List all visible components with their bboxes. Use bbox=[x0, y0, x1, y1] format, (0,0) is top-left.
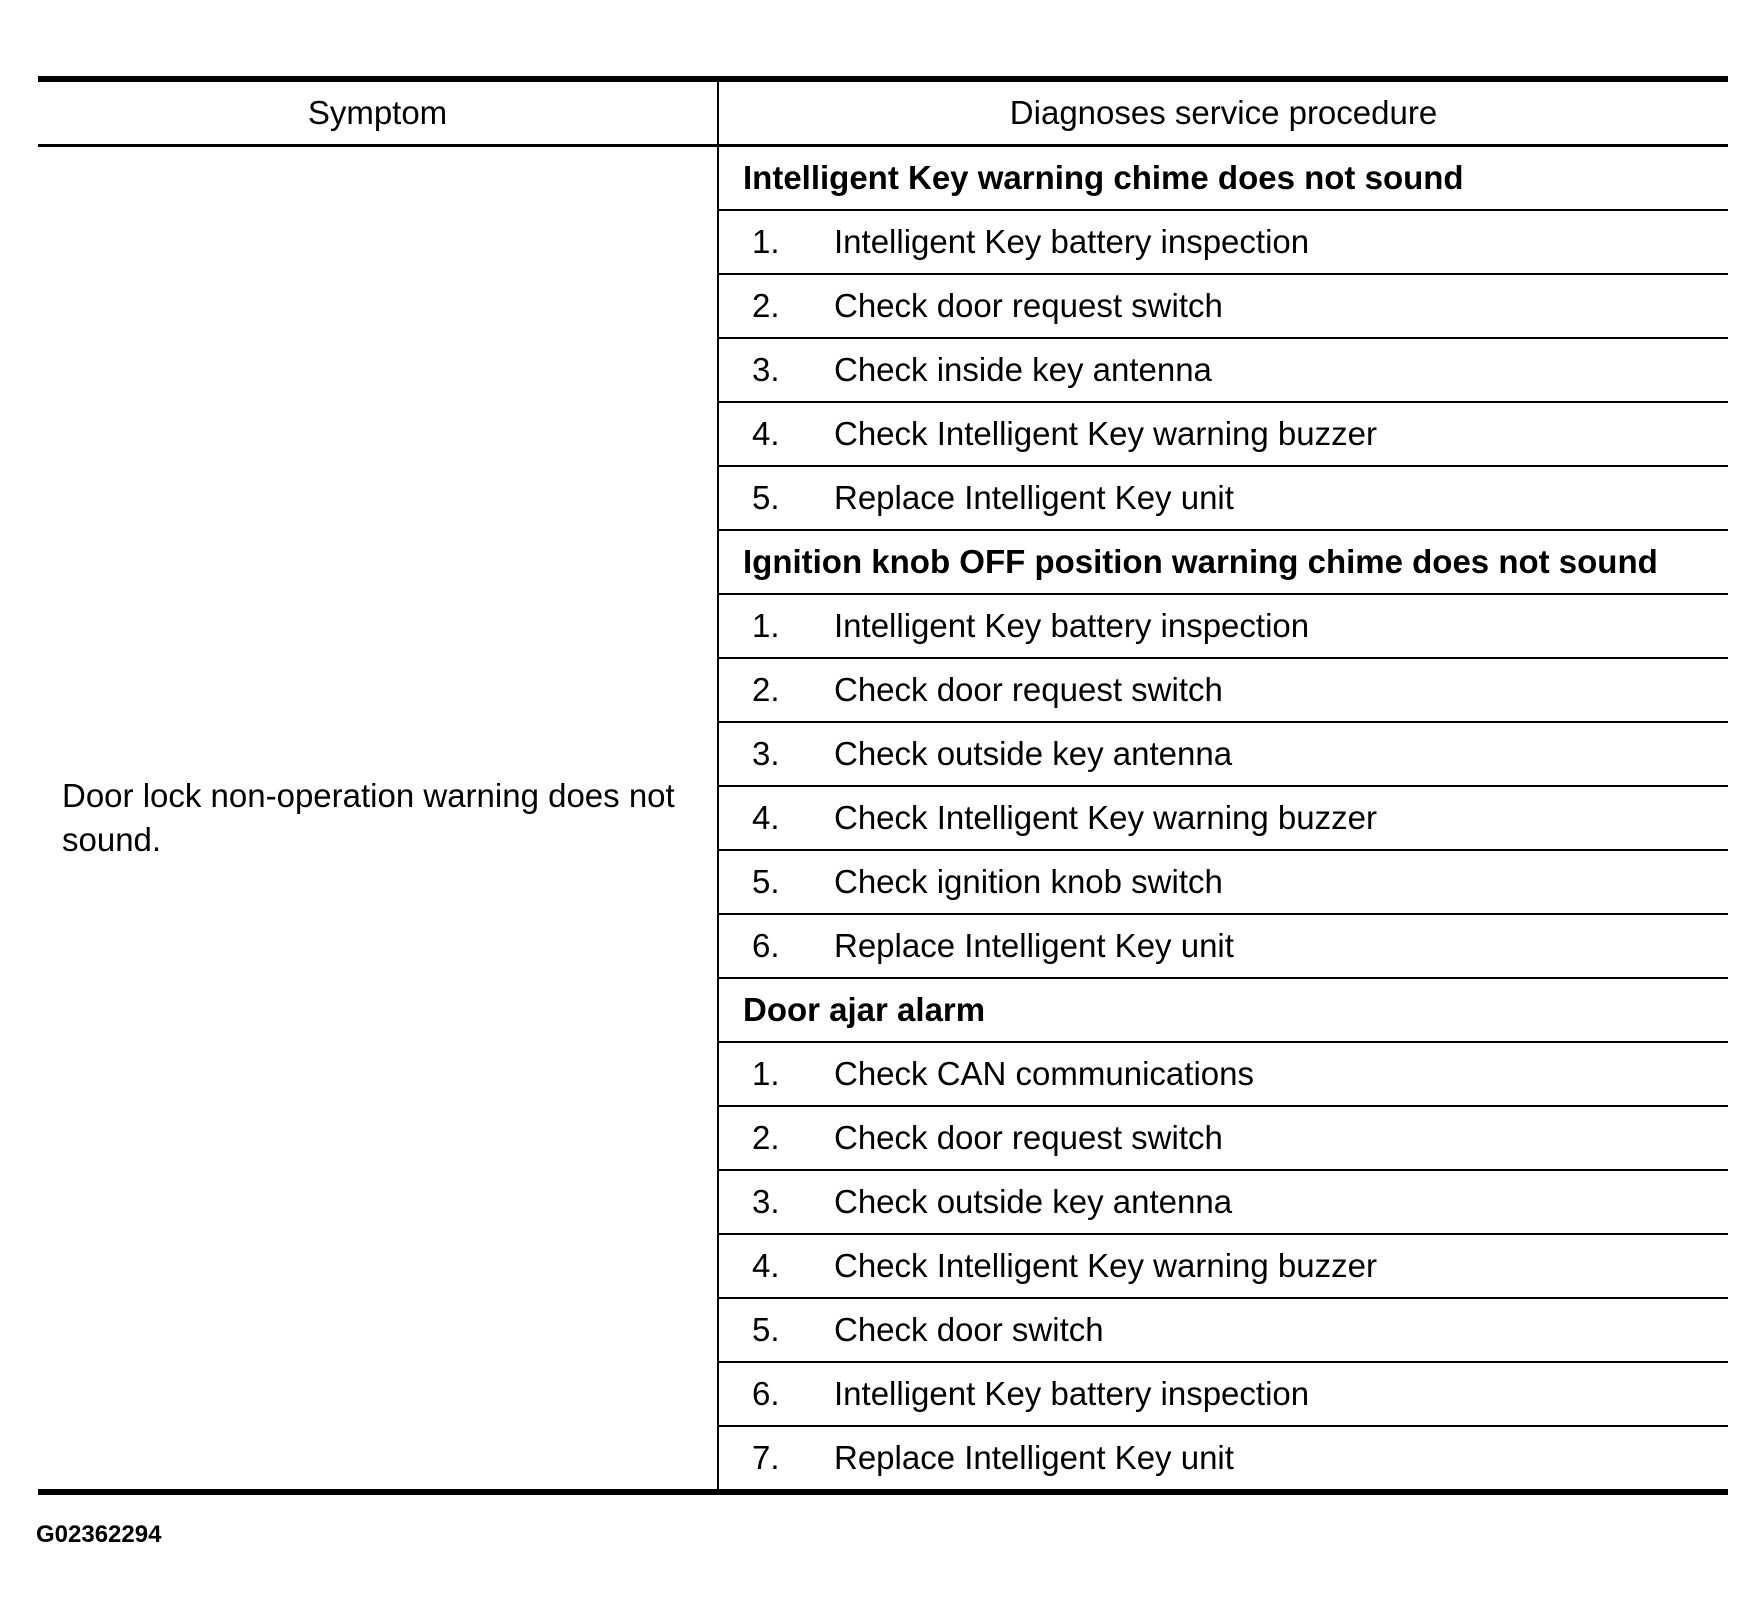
step-text: Intelligent Key battery inspection bbox=[834, 1375, 1310, 1412]
step-text: Replace Intelligent Key unit bbox=[834, 479, 1234, 516]
procedure-step bbox=[718, 1042, 1728, 1106]
procedure-step bbox=[718, 1362, 1728, 1426]
step-number: 2. bbox=[752, 287, 780, 324]
procedure-step bbox=[718, 1106, 1728, 1170]
step-text: Check Intelligent Key warning buzzer bbox=[834, 1247, 1377, 1284]
procedure-step bbox=[718, 210, 1728, 274]
procedure-column-header: Diagnoses service procedure bbox=[718, 79, 1728, 146]
step-number: 3. bbox=[752, 351, 780, 388]
step-number: 5. bbox=[752, 479, 780, 516]
table-header-row bbox=[38, 79, 1728, 146]
procedure-group-heading: Ignition knob OFF position warning chime does not sound bbox=[718, 530, 1728, 594]
step-text: Check inside key antenna bbox=[834, 351, 1212, 388]
step-text: Intelligent Key battery inspection bbox=[834, 607, 1310, 644]
procedure-step bbox=[718, 658, 1728, 722]
step-number: 5. bbox=[752, 1311, 780, 1348]
procedure-step bbox=[718, 466, 1728, 530]
step-number: 2. bbox=[752, 671, 780, 708]
step-number: 5. bbox=[752, 863, 780, 900]
procedure-step bbox=[718, 786, 1728, 850]
procedure-step bbox=[718, 850, 1728, 914]
diagnosis-table bbox=[38, 76, 1728, 1495]
step-text: Check ignition knob switch bbox=[834, 863, 1223, 900]
step-number: 3. bbox=[752, 735, 780, 772]
step-number: 4. bbox=[752, 415, 780, 452]
procedure-step bbox=[718, 402, 1728, 466]
procedure-step bbox=[718, 1234, 1728, 1298]
step-number: 7. bbox=[752, 1439, 780, 1476]
table-body bbox=[38, 146, 1728, 1493]
figure-id: G02362294 bbox=[36, 1521, 162, 1548]
step-number: 4. bbox=[752, 1247, 780, 1284]
step-text: Replace Intelligent Key unit bbox=[834, 927, 1234, 964]
procedure-step bbox=[718, 722, 1728, 786]
step-number: 3. bbox=[752, 1183, 780, 1220]
step-text: Check CAN communications bbox=[834, 1055, 1254, 1092]
diagnosis-table-container bbox=[38, 76, 1728, 1495]
step-number: 6. bbox=[752, 1375, 780, 1412]
procedure-group-heading: Door ajar alarm bbox=[718, 978, 1728, 1042]
step-text: Intelligent Key battery inspection bbox=[834, 223, 1310, 260]
procedure-step bbox=[718, 1298, 1728, 1362]
step-number: 1. bbox=[752, 223, 780, 260]
step-number: 1. bbox=[752, 1055, 780, 1092]
procedure-step bbox=[718, 594, 1728, 658]
step-number: 6. bbox=[752, 927, 780, 964]
step-number: 1. bbox=[752, 607, 780, 644]
step-text: Replace Intelligent Key unit bbox=[834, 1439, 1234, 1476]
procedure-step bbox=[718, 1170, 1728, 1234]
symptom-column-header: Symptom bbox=[38, 79, 718, 146]
procedure-step bbox=[718, 274, 1728, 338]
step-text: Check door switch bbox=[834, 1311, 1104, 1348]
step-text: Check door request switch bbox=[834, 287, 1223, 324]
step-text: Check Intelligent Key warning buzzer bbox=[834, 415, 1377, 452]
procedure-step bbox=[718, 914, 1728, 978]
procedure-step bbox=[718, 1426, 1728, 1492]
step-text: Check door request switch bbox=[834, 1119, 1223, 1156]
procedure-group-heading: Intelligent Key warning chime does not sound bbox=[718, 146, 1728, 211]
group-heading-row bbox=[38, 146, 1728, 211]
step-text: Check outside key antenna bbox=[834, 735, 1233, 772]
symptom-cell: Door lock non-operation warning does not sound. bbox=[38, 146, 718, 1493]
step-text: Check door request switch bbox=[834, 671, 1223, 708]
step-text: Check Intelligent Key warning buzzer bbox=[834, 799, 1377, 836]
step-number: 2. bbox=[752, 1119, 780, 1156]
step-text: Check outside key antenna bbox=[834, 1183, 1233, 1220]
step-number: 4. bbox=[752, 799, 780, 836]
procedure-step bbox=[718, 338, 1728, 402]
